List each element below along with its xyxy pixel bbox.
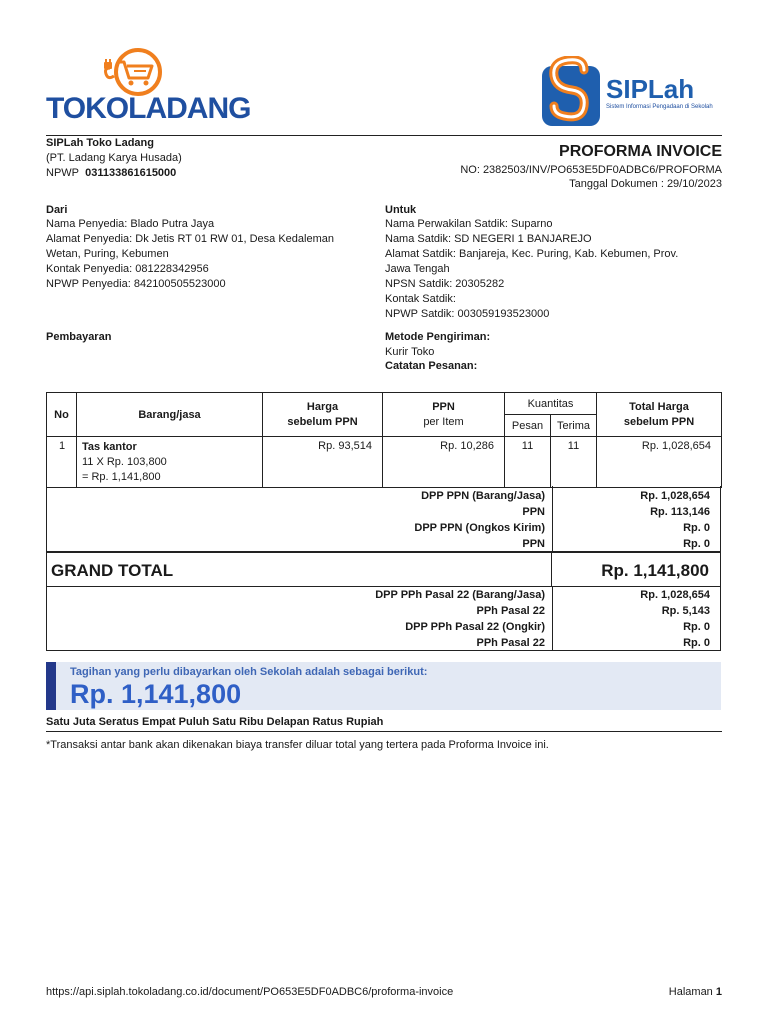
banner-accent-bar — [46, 662, 56, 710]
from-line: NPWP Penyedia: 842100505523000 — [46, 278, 226, 290]
store-npwp-value: 031133861615000 — [85, 167, 177, 179]
col-header-total: Total Harga sebelum PPN — [597, 393, 722, 437]
row-no: 1 — [47, 437, 77, 488]
to-block — [385, 217, 678, 322]
words-divider — [46, 731, 722, 732]
summary-row: DPP PPh Pasal 22 (Ongkir) Rp. 0 — [405, 621, 710, 633]
summary-row: PPN Rp. 0 — [522, 538, 710, 550]
col-header-qty-order: Pesan — [505, 415, 551, 437]
summary-row: DPP PPh Pasal 22 (Barang/Jasa) Rp. 1,028,654 — [375, 589, 710, 601]
row-qty-received: 11 — [551, 437, 597, 488]
shipping-heading: Metode Pengiriman: — [385, 331, 491, 343]
transfer-disclaimer: *Transaksi antar bank akan dikenakan biaya transfer diluar total yang tertera pada Proforma Invoice ini. — [46, 739, 549, 751]
grand-total — [46, 551, 721, 587]
store-company: (PT. Ladang Karya Husada) — [46, 152, 182, 164]
items-table — [46, 392, 721, 488]
to-line: Jawa Tengah — [385, 263, 450, 275]
table-row — [47, 437, 722, 488]
to-line: Nama Perwakilan Satdik: Suparno — [385, 218, 553, 230]
store-npwp-label: NPWP — [46, 167, 79, 179]
tokoladang-logo-text: TOKOLADANG — [46, 92, 251, 125]
row-item-detail: = Rp. 1,141,800 — [82, 471, 161, 483]
to-line: NPWP Satdik: 003059193523000 — [385, 308, 550, 320]
page-label: Halaman — [668, 986, 713, 998]
from-line: Nama Penyedia: Blado Putra Jaya — [46, 218, 215, 230]
invoice-number: NO: 2382503/INV/PO653E5DF0ADBC6/PROFORMA — [460, 164, 722, 176]
siplah-logo-tagline: Sistem Informasi Pengadaan di Sekolah — [606, 104, 713, 110]
row-ppn: Rp. 10,286 — [383, 437, 505, 488]
invoice-title: PROFORMA INVOICE — [559, 143, 722, 160]
summary-row: DPP PPN (Ongkos Kirim) Rp. 0 — [414, 522, 710, 534]
grand-total-label: GRAND TOTAL — [51, 561, 174, 580]
col-header-qty-received: Terima — [551, 415, 597, 437]
from-line: Wetan, Puring, Kebumen — [46, 248, 169, 260]
row-qty-order: 11 — [505, 437, 551, 488]
to-heading: Untuk — [385, 204, 417, 216]
row-item — [77, 437, 263, 488]
tokoladang-logo — [46, 46, 251, 132]
to-line: Nama Satdik: SD NEGERI 1 BANJAREJO — [385, 233, 592, 245]
siplah-logo — [540, 56, 725, 128]
payment-heading: Pembayaran — [46, 331, 112, 343]
page-number: 1 — [715, 986, 722, 998]
grand-total-value: Rp. 1,141,800 — [601, 561, 709, 580]
siplah-mark-icon — [540, 56, 602, 128]
page-indicator — [669, 985, 722, 1000]
to-line: Kontak Satdik: — [385, 293, 456, 305]
to-line: Alamat Satdik: Banjareja, Kec. Puring, Kab. Kebumen, Prov. — [385, 248, 679, 260]
row-price: Rp. 93,514 — [263, 437, 383, 488]
billing-note: Tagihan yang perlu dibayarkan oleh Sekolah adalah sebagai berikut: — [70, 666, 428, 678]
summary-row: PPh Pasal 22 Rp. 5,143 — [476, 605, 710, 617]
summary-row: PPh Pasal 22 Rp. 0 — [476, 637, 710, 649]
to-line: NPSN Satdik: 20305282 — [385, 278, 505, 290]
from-heading: Dari — [46, 204, 68, 216]
col-header-ppn: PPN per Item — [383, 393, 505, 437]
summary-row: PPN Rp. 113,146 — [522, 506, 710, 518]
order-notes-heading: Catatan Pesanan: — [385, 360, 478, 372]
col-header-no: No — [47, 393, 77, 437]
siplah-logo-text: SIPLah — [606, 74, 695, 104]
amount-in-words: Satu Juta Seratus Empat Puluh Satu Ribu Delapan Ratus Rupiah — [46, 716, 384, 728]
row-total: Rp. 1,028,654 — [597, 437, 722, 488]
shipping-value: Kurir Toko — [385, 346, 435, 358]
row-item-name: Tas kantor — [82, 441, 137, 453]
ppn-summary — [46, 486, 721, 552]
billing-amount: Rp. 1,141,800 — [70, 679, 242, 709]
billing-banner — [46, 662, 721, 710]
from-line: Alamat Penyedia: Dk Jetis RT 01 RW 01, Desa Kedaleman — [46, 233, 334, 245]
store-npwp — [46, 166, 176, 181]
col-header-item: Barang/jasa — [77, 393, 263, 437]
from-line: Kontak Penyedia: 081228342956 — [46, 263, 209, 275]
row-item-detail: 11 X Rp. 103,800 — [82, 456, 167, 468]
from-block — [46, 217, 334, 292]
summary-row: DPP PPN (Barang/Jasa) Rp. 1,028,654 — [421, 490, 710, 502]
pph-summary — [46, 586, 721, 651]
invoice-date: Tanggal Dokumen : 29/10/2023 — [569, 178, 722, 190]
col-header-qty: Kuantitas — [505, 393, 597, 415]
store-name: SIPLah Toko Ladang — [46, 137, 154, 149]
footer-url[interactable]: https://api.siplah.tokoladang.co.id/document/PO653E5DF0ADBC6/proforma-invoice — [46, 986, 454, 998]
col-header-price: Harga sebelum PPN — [263, 393, 383, 437]
